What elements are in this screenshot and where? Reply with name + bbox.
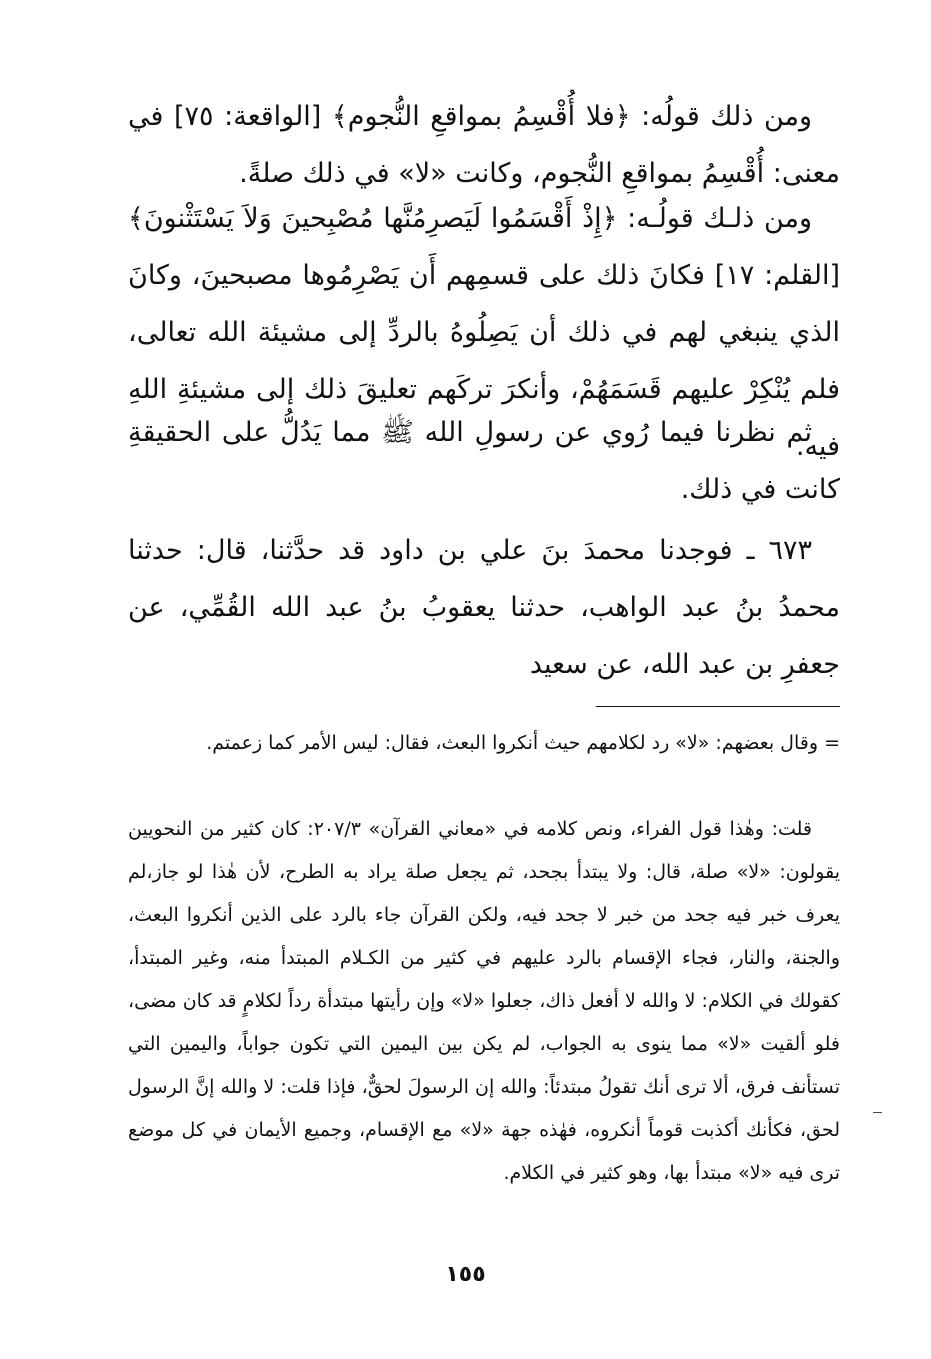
paragraph-2-text: ومن ذلـك قولُـه: ﴿إِذْ أَقْسَمُوا لَيَصرِمُنَّها مُصْبِحينَ وَلاَ يَسْتَثْنونَ﴾ [القلم: ١٧] فكانَ ذلك على قسمِهم أَن يَصْرِمُوها مصبحينَ، وكانَ الذي ينبغي لهم في ذلك أن يَصِلُوهُ بالردِّ إلى مشيئة الله تعالى، فلم يُنْكِرْ عليهم قَسَمَهُمْ، وأنكرَ تركَهم تعليقَ ذلك إلى مشيئةِ اللهِ فيه.: [128, 203, 840, 462]
paragraph-3: [128, 404, 840, 518]
page-number: ١٥٥: [445, 1262, 486, 1287]
hadith-paragraph: [128, 522, 840, 693]
footnote-2: [128, 808, 840, 1195]
footnote-1: [128, 722, 840, 765]
paragraph-1-text: ومن ذلك قولُه: ﴿فلا أُقْسِمُ بمواقعِ النُّجوم﴾ [الواقعة: ٧٥] في معنى: أُقْسِمُ بمواقعِ النُّجوم، وكانت «لا» في ذلك صلةً.: [128, 101, 840, 189]
paragraph-1: [128, 88, 840, 202]
margin-dash-mark: [873, 1112, 882, 1113]
hadith-paragraph-text: ٦٧٣ ـ فوجدنا محمدَ بنَ علي بن داود قد حدَّثنا، قال: حدثنا محمدُ بنُ عبد الواهب، حدثنا يعقوبُ بنُ عبد الله القُمِّي، عن جعفرِ بن عبد الله، عن سعيد: [128, 535, 840, 680]
footnote-separator: [596, 706, 840, 707]
footnote-2-text: قلت: وهٰذا قول الفراء، ونص كلامه في «معاني القرآن» ٢٠٧/٣: كان كثير من النحويين يقولون: «لا» صلة، قال: ولا يبتدأ بجحد، ثم يجعل صلة يراد به الطرح، لأن هٰذا لو جاز،لم يعرف خبر فيه جحد من خبر لا جحد فيه، ولكن القرآن جاء بالرد على الذين أنكروا البعث، والجنة، والنار، فجاء الإقسام بالرد عليهم في كثير من الكـلام المبتدأ منه، وغير المبتدأ، كقولك في الكلام: لا والله لا أفعل ذاك، جعلوا «لا» وإن رأيتها مبتدأة رداً لكلامٍ قد كان مضى، فلو ألقيت «لا» مما ينوى به الجواب، لم يكن بين اليمين التي تكون جواباً، واليمين التي تستأنف فرق، ألا ترى أنك تقولُ مبتدئاً: والله إن الرسولَ لحقٌّ، فإذا قلت: لا والله إنَّ الرسول لحق، فكأنك أكذبت قوماً أنكروه، فهٰذه جهة «لا» مع الإقسام، وجميع الأيمان في كل موضع ترى فيه «لا» مبتدأ بها، وهو كثير في الكلام.: [128, 818, 840, 1184]
paragraph-3-text: ثم نظرنا فيما رُوي عن رسولِ الله ﷺ مما يَدُلُّ على الحقيقةِ كانت في ذلك.: [128, 417, 840, 505]
footnote-1-text: = وقال بعضهم: «لا» رد لكلامهم حيث أنكروا البعث، فقال: ليس الأمر كما زعمتم.: [206, 732, 840, 754]
